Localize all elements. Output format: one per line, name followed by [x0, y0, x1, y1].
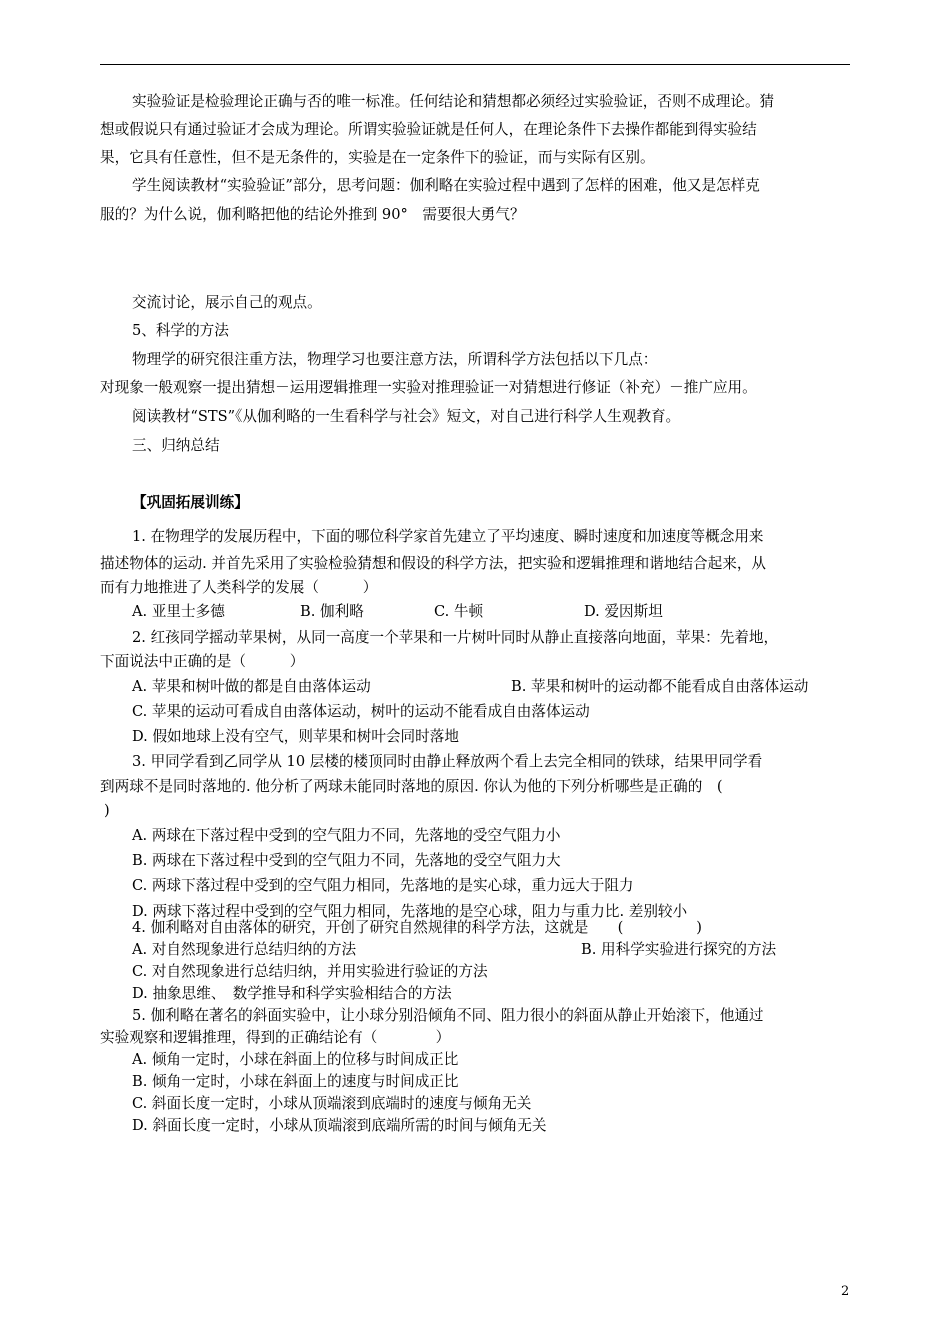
q5-option-b: B. 倾角一定时，小球在斜面上的速度与时间成正比	[132, 1073, 459, 1090]
q5-line2: 实验观察和逻辑推理，得到的正确结论有（ ）	[100, 1029, 451, 1046]
intro-p2-line2: 服的？为什么说，伽利略把他的结论外推到 90° 需要很大勇气？	[100, 206, 525, 223]
header-rule	[100, 64, 850, 65]
q2-option-c: C. 苹果的运动可看成自由落体运动，树叶的运动不能看成自由落体运动	[132, 703, 590, 720]
intro-p1-line3: 果，它具有任意性，但不是无条件的，实验是在一定条件下的验证，而与实际有区别。	[100, 149, 655, 166]
q2-line2: 下面说法中正确的是（ ）	[100, 653, 305, 670]
q2-line1: 2. 红孩同学摇动苹果树，从同一高度一个苹果和一片树叶同时从静止直接落向地面，苹果：先着地，	[132, 629, 779, 646]
intro-p1-line2: 想或假说只有通过验证才会成为理论。所谓实验验证就是任何人，在理论条件下去操作都能到得实验结	[100, 121, 757, 138]
method-line1: 物理学的研究很注重方法，物理学习也要注意方法，所谓科学方法包括以下几点：	[132, 351, 658, 368]
q3-option-b: B. 两球在下落过程中受到的空气阻力不同，先落地的受空气阻力大	[132, 852, 561, 869]
q3-option-d: D. 两球下落过程中受到的空气阻力相同，先落地的是空心球，阻力与重力比. 差别较小	[132, 903, 688, 920]
q3-line3: )	[104, 802, 110, 819]
q1-option-d: D. 爱因斯坦	[584, 603, 663, 620]
q5-line1: 5. 伽利略在著名的斜面实验中，让小球分别沿倾角不同、阻力很小的斜面从静止开始滚下，他通过	[132, 1007, 764, 1024]
discussion-text: 交流讨论，展示自己的观点。	[132, 294, 322, 311]
q2-option-b: B. 苹果和树叶的运动都不能看成自由落体运动	[511, 678, 809, 695]
q1-line3: 而有力地推进了人类科学的发展（ ）	[100, 579, 378, 596]
section-3-heading: 三、归纳总结	[132, 437, 220, 454]
q1-option-c: C. 牛顿	[434, 603, 484, 620]
q3-option-c: C. 两球下落过程中受到的空气阻力相同，先落地的是实心球，重力远大于阻力	[132, 877, 634, 894]
q4-option-a: A. 对自然现象进行总结归纳的方法	[132, 941, 357, 958]
q4-option-c: C. 对自然现象进行总结归纳，并用实验进行验证的方法	[132, 963, 488, 980]
q1-option-b: B. 伽利略	[300, 603, 364, 620]
q5-option-a: A. 倾角一定时，小球在斜面上的位移与时间成正比	[132, 1051, 459, 1068]
sts-reading: 阅读教材“STS”《从伽利略的一生看科学与社会》短文，对自己进行科学人生观教育。	[132, 408, 681, 425]
q3-option-a: A. 两球在下落过程中受到的空气阻力不同，先落地的受空气阻力小	[132, 827, 561, 844]
page-number: 2	[841, 1284, 850, 1299]
q4-line1: 4. 伽利略对自由落体的研究，开创了研究自然规律的科学方法，这就是 ( )	[132, 919, 702, 936]
q1-line1: 1. 在物理学的发展历程中，下面的哪位科学家首先建立了平均速度、瞬时速度和加速度等概念用来	[132, 528, 764, 545]
exercise-heading: 【巩固拓展训练】	[132, 494, 249, 511]
q5-option-c: C. 斜面长度一定时，小球从顶端滚到底端时的速度与倾角无关	[132, 1095, 532, 1112]
q4-option-b: B. 用科学实验进行探究的方法	[581, 941, 777, 958]
q3-line1: 3. 甲同学看到乙同学从 10 层楼的楼顶同时由静止释放两个看上去完全相同的铁球，结果甲同学看	[132, 753, 763, 770]
intro-p2-line1: 学生阅读教材“实验验证”部分，思考问题：伽利略在实验过程中遇到了怎样的困难，他又是怎样克	[132, 177, 760, 194]
q1-line2: 描述物体的运动. 并首先采用了实验检验猜想和假设的科学方法，把实验和逻辑推理和谐地结合起来，从	[100, 555, 767, 572]
q5-option-d: D. 斜面长度一定时，小球从顶端滚到底端所需的时间与倾角无关	[132, 1117, 547, 1134]
method-line2: 对现象一般观察一提出猜想－运用逻辑推理一实验对推理验证一对猜想进行修证（补充）－推广应用。	[100, 379, 757, 396]
section-5-heading: 5、科学的方法	[132, 322, 229, 339]
q3-line2: 到两球不是同时落地的. 他分析了两球未能同时落地的原因. 你认为他的下列分析哪些是正确的 (	[100, 778, 723, 795]
q2-option-a: A. 苹果和树叶做的都是自由落体运动	[132, 678, 371, 695]
q2-option-d: D. 假如地球上没有空气，则苹果和树叶会同时落地	[132, 728, 459, 745]
q4-option-d: D. 抽象思维、 数学推导和科学实验相结合的方法	[132, 985, 452, 1002]
intro-p1-line1: 实验验证是检验理论正确与否的唯一标准。任何结论和猜想都必须经过实验验证，否则不成理论。猜	[132, 93, 775, 110]
q1-option-a: A. 亚里士多德	[132, 603, 225, 620]
